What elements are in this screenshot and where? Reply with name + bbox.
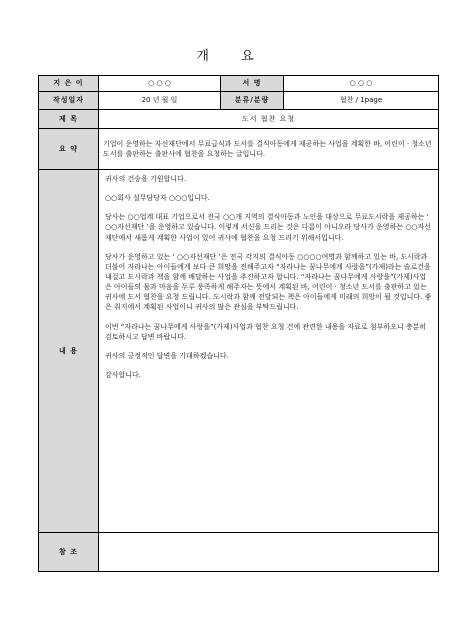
author-label: 지 은 이	[39, 76, 99, 92]
content-paragraph: 당사는 ○○업계 대표 기업으로서 전국 ○○개 지역의 결식아동과 노인을 대상으로 무료도시락을 제공하는 ‘ ○○자선재단 ’을 운영하고 있습니다. 이렇게 서신을 드리는 것은 다름이 아니오라 당사가 운영하는 ○○자선재단에서 새롭게 계획한 사업이 있어 귀사에 협찬을 요청 드리기 위해서입니다.	[105, 213, 432, 242]
content-paragraph: 당사가 운영하고 있는 ‘ ○○자선재단 ’은 전국 각지의 결식아동 ○○○○여명과 함께하고 있는 바, 도시락과 더불어 자라나는 아이들에게 보다 큰 희망을 전해주고자 “자라나는 꿈나무에게 사랑을”(가제)라는 슬로건을 내걸고 도시락과 책을 함께 배달하는 사업을 추진하고자 합니다. “자라나는 꿈나무에게 사랑을”(가제)사업은 아이들의 몸과 마음을 두루 풍족하게 해주자는 뜻에서 계획된 바, 어린이 · 청소년 도서를 출판하고 있는 귀사에 도서 협찬을 요청 드립니다. 도시락과 함께 전달되는 책은 아이들에게 미래의 희망이 될 것입니다. 좋은 취지에서 계획된 사업이니 귀사의 많은 관심을 부탁드립니다.	[105, 252, 432, 312]
subject-label: 제 목	[39, 110, 99, 129]
date-label: 작성일자	[39, 92, 99, 110]
content-paragraph: 이번 “자라나는 꿈나무에게 사랑을”(가제)사업과 협찬 요청 건에 관련한 내용을 자료로 첨부하오니 충분히 검토하시고 답변 바랍니다.	[105, 322, 427, 341]
reference-value[interactable]	[99, 533, 439, 572]
subject-row	[39, 110, 439, 129]
content-paragraph: 귀사의 긍정적인 답변을 기대하겠습니다.	[105, 351, 229, 360]
category-label: 분류/분량	[221, 92, 284, 110]
date-row	[39, 92, 439, 110]
category-value[interactable]: 협찬 / 1page	[284, 92, 439, 110]
author-value[interactable]: ○ ○ ○	[99, 76, 221, 92]
document-title: 개 요	[196, 49, 268, 64]
summary-row	[39, 129, 439, 170]
date-value[interactable]: 20 년 월 일	[99, 92, 221, 110]
summary-text[interactable]: 기업이 운영하는 자선재단에서 무료급식과 도서를 결식아동에게 제공하는 사업을 계획한 바, 어린이 · 청소년 도서를 출판하는 출판사에 협찬을 요청하는 글입니다.	[99, 129, 439, 170]
content-body[interactable]	[99, 170, 439, 533]
reference-label: 참 조	[39, 533, 99, 572]
author-row	[39, 76, 439, 92]
content-paragraph: 귀사의 건승을 기원합니다.	[105, 175, 187, 183]
subject-value[interactable]: 도서 협찬 요청	[99, 110, 439, 129]
content-row	[39, 170, 439, 533]
content-paragraph: ○○회사 실무담당자 ○○○입니다.	[105, 194, 210, 203]
overview-form-table	[38, 75, 439, 572]
content-paragraph: 감사합니다.	[105, 370, 142, 379]
signature-value[interactable]: ○ ○ ○	[284, 76, 439, 92]
content-label: 내 용	[39, 170, 99, 533]
reference-row	[39, 533, 439, 572]
signature-label: 서 명	[221, 76, 284, 92]
summary-label: 요 약	[39, 129, 99, 170]
